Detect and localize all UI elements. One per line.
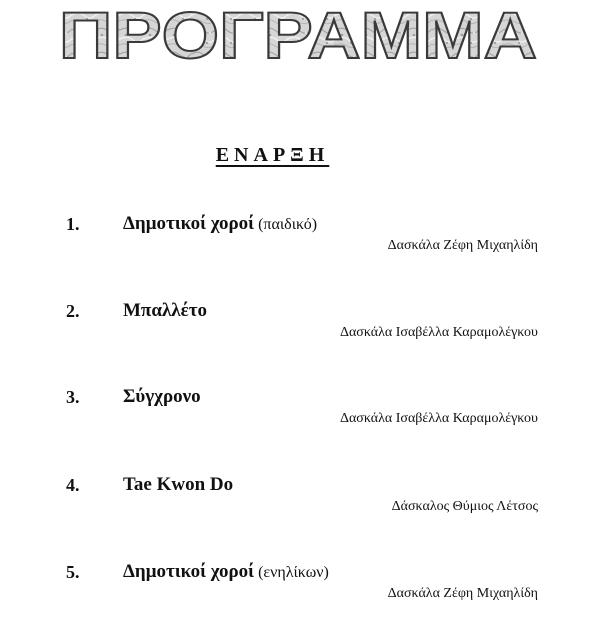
item-number: 2. (66, 301, 80, 321)
item-title-line (123, 386, 201, 409)
item-note: (παιδικό) (258, 216, 318, 233)
banner-title: ΠΡΟΓΡΑΜΜΑ (59, 0, 537, 66)
item-number: 4. (66, 475, 80, 495)
program-item (0, 213, 605, 273)
item-number: 3. (66, 387, 80, 407)
item-teacher: Δασκάλα Ζέφη Μιχαηλίδη (387, 238, 538, 253)
item-note: (ενηλίκων) (258, 564, 329, 581)
item-title-line (123, 474, 233, 497)
item-teacher: Δασκάλα Ισαβέλλα Καραμολέγκου (339, 411, 538, 426)
item-title-line (123, 300, 207, 323)
item-title: Δημοτικοί χοροί (123, 561, 255, 582)
item-title: Tae Kwon Do (123, 474, 234, 495)
program-item (0, 474, 605, 534)
item-teacher: Δάσκαλος Θύμιος Λέτσος (391, 499, 538, 514)
program-item (0, 300, 605, 360)
item-teacher: Δασκάλα Ισαβέλλα Καραμολέγκου (339, 325, 538, 340)
program-item (0, 561, 605, 621)
item-teacher: Δασκάλα Ζέφη Μιχαηλίδη (387, 586, 538, 601)
section-title: ΕΝΑΡΞΗ (215, 144, 330, 166)
item-title: Μπαλλέτο (123, 300, 207, 321)
program-item (0, 386, 605, 446)
item-number: 1. (66, 214, 80, 234)
item-title: Δημοτικοί χοροί (123, 213, 255, 234)
item-title: Σύγχρονο (123, 386, 201, 407)
item-number: 5. (66, 562, 80, 582)
item-title-line (123, 561, 329, 584)
item-title-line (123, 213, 317, 236)
